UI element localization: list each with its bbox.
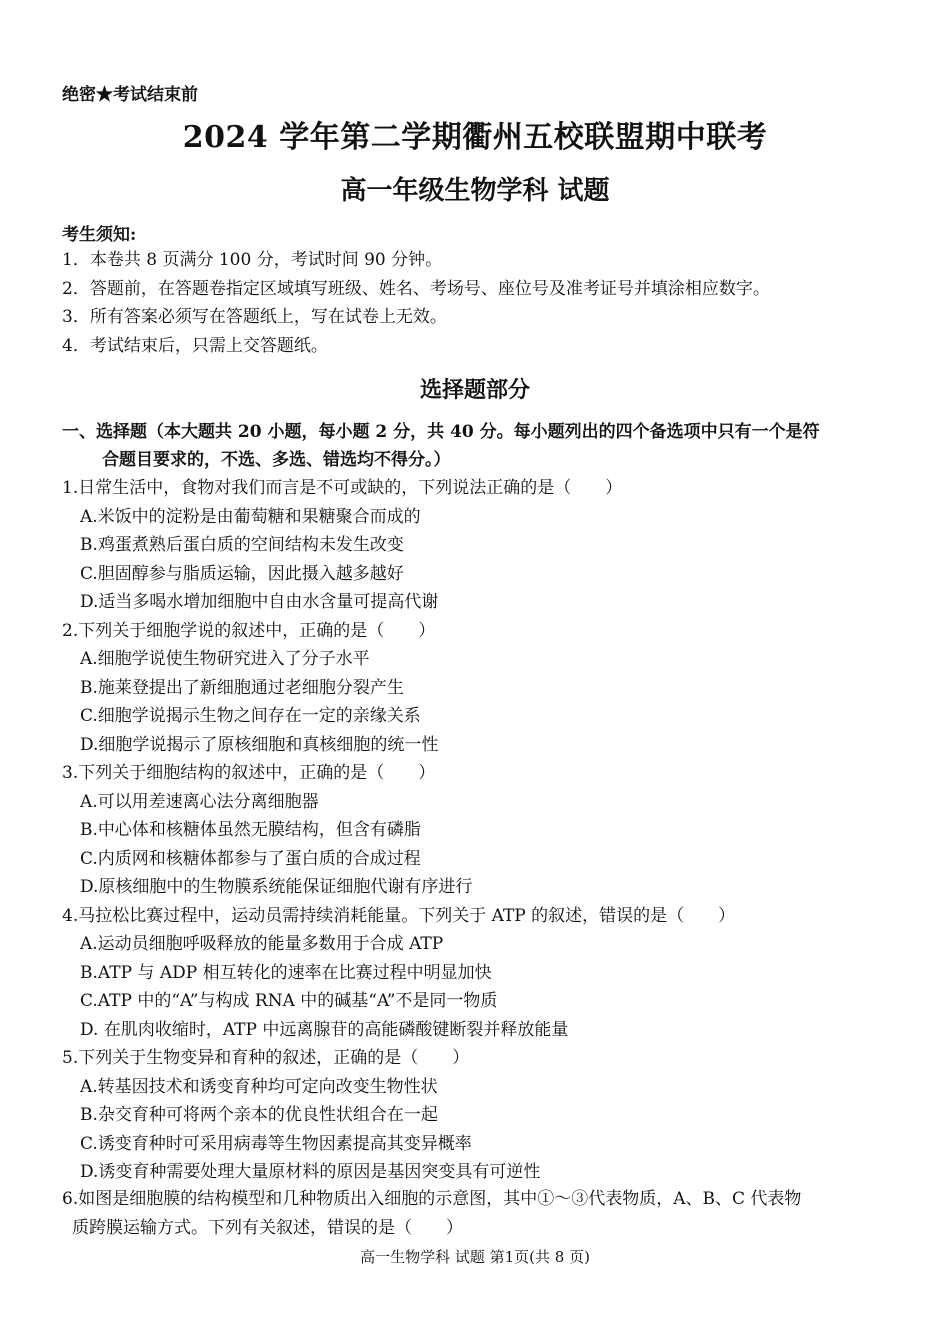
question-1	[62, 474, 902, 617]
question-3	[62, 759, 902, 902]
question-stem: 3.下列关于细胞结构的叙述中，正确的是（ ）	[62, 763, 436, 783]
option-c: C.ATP 中的“A”与构成 RNA 中的碱基“A”不是同一物质	[80, 991, 498, 1011]
instruction-line: 一、选择题（本大题共 20 小题，每小题 2 分，共 40 分。每小题列出的四个备选项中只有一个是符	[62, 422, 820, 442]
option-b: B.ATP 与 ADP 相互转化的速率在比赛过程中明显加快	[80, 962, 492, 983]
question-6	[62, 1185, 892, 1242]
option-c: C.诱变育种时可采用病毒等生物因素提高其变异概率	[80, 1133, 472, 1154]
option-d: D.原核细胞中的生物膜系统能保证细胞代谢有序进行	[80, 877, 473, 897]
exam-title: 2024 学年第二学期衢州五校联盟期中联考	[182, 120, 768, 155]
section-heading: 选择题部分	[419, 377, 530, 403]
option-d: D.细胞学说揭示了原核细胞和真核细胞的统一性	[80, 734, 439, 755]
instruction-line: 合题目要求的，不选、多选、错选均不得分。）	[102, 450, 451, 470]
question-stem: 6.如图是细胞膜的结构模型和几种物质出入细胞的示意图，其中①～③代表物质，A、B、C 代表物	[62, 1189, 802, 1209]
question-list	[62, 474, 902, 1187]
option-c: C.胆固醇参与脂质运输，因此摄入越多越好	[80, 563, 404, 584]
option-c: C.细胞学说揭示生物之间存在一定的亲缘关系	[80, 706, 421, 726]
question-2	[62, 617, 902, 760]
page-footer: 高一生物学科 试题 第1页(共 8 页)	[360, 1248, 590, 1266]
question-4	[62, 902, 902, 1045]
notice-item: 4．考试结束后，只需上交答题纸。	[62, 335, 328, 356]
section-instructions	[62, 418, 896, 474]
option-d: D.适当多喝水增加细胞中自由水含量可提高代谢	[80, 592, 439, 612]
option-b: B.施莱登提出了新细胞通过老细胞分裂产生	[80, 677, 404, 698]
option-b: B.鸡蛋煮熟后蛋白质的空间结构未发生改变	[80, 535, 404, 555]
question-stem: 5.下列关于生物变异和育种的叙述，正确的是（ ）	[62, 1048, 470, 1068]
option-a: A.米饭中的淀粉是由葡萄糖和果糖聚合而成的	[80, 506, 421, 527]
question-5	[62, 1044, 902, 1187]
notice-item: 3．所有答案必须写在答题纸上，写在试卷上无效。	[62, 307, 447, 327]
option-a: A.运动员细胞呼吸释放的能量多数用于合成 ATP	[80, 934, 444, 954]
option-a: A.细胞学说使生物研究进入了分子水平	[80, 649, 370, 669]
option-c: C.内质网和核糖体都参与了蛋白质的合成过程	[80, 848, 421, 869]
option-b: B.中心体和核糖体虽然无膜结构，但含有磷脂	[80, 820, 421, 840]
question-stem: 4.马拉松比赛过程中，运动员需持续消耗能量。下列关于 ATP 的叙述，错误的是（ ）	[62, 905, 736, 926]
exam-subtitle: 高一年级生物学科 试题	[340, 176, 610, 206]
notice-item: 2．答题前，在答题卷指定区域填写班级、姓名、考场号、座位号及准考证号并填涂相应数字。	[62, 278, 770, 299]
question-stem-continued: 质跨膜运输方式。下列有关叙述，错误的是（ ）	[72, 1217, 463, 1238]
question-stem: 2.下列关于细胞学说的叙述中，正确的是（ ）	[62, 620, 436, 641]
option-a: A.转基因技术和诱变育种均可定向改变生物性状	[80, 1076, 438, 1097]
notice-item: 1．本卷共 8 页满分 100 分，考试时间 90 分钟。	[62, 250, 443, 270]
notice-list	[62, 246, 902, 360]
confidential-label: 绝密★考试结束前	[62, 85, 198, 105]
option-d: D. 在肌肉收缩时，ATP 中远离腺苷的高能磷酸键断裂并释放能量	[80, 1019, 569, 1040]
question-stem: 1.日常生活中，食物对我们而言是不可或缺的，下列说法正确的是（ ）	[62, 478, 623, 498]
option-d: D.诱变育种需要处理大量原材料的原因是基因突变具有可逆性	[80, 1162, 541, 1182]
notice-heading: 考生须知:	[62, 225, 137, 245]
option-b: B.杂交育种可将两个亲本的优良性状组合在一起	[80, 1105, 438, 1125]
option-a: A.可以用差速离心法分离细胞器	[80, 791, 319, 812]
